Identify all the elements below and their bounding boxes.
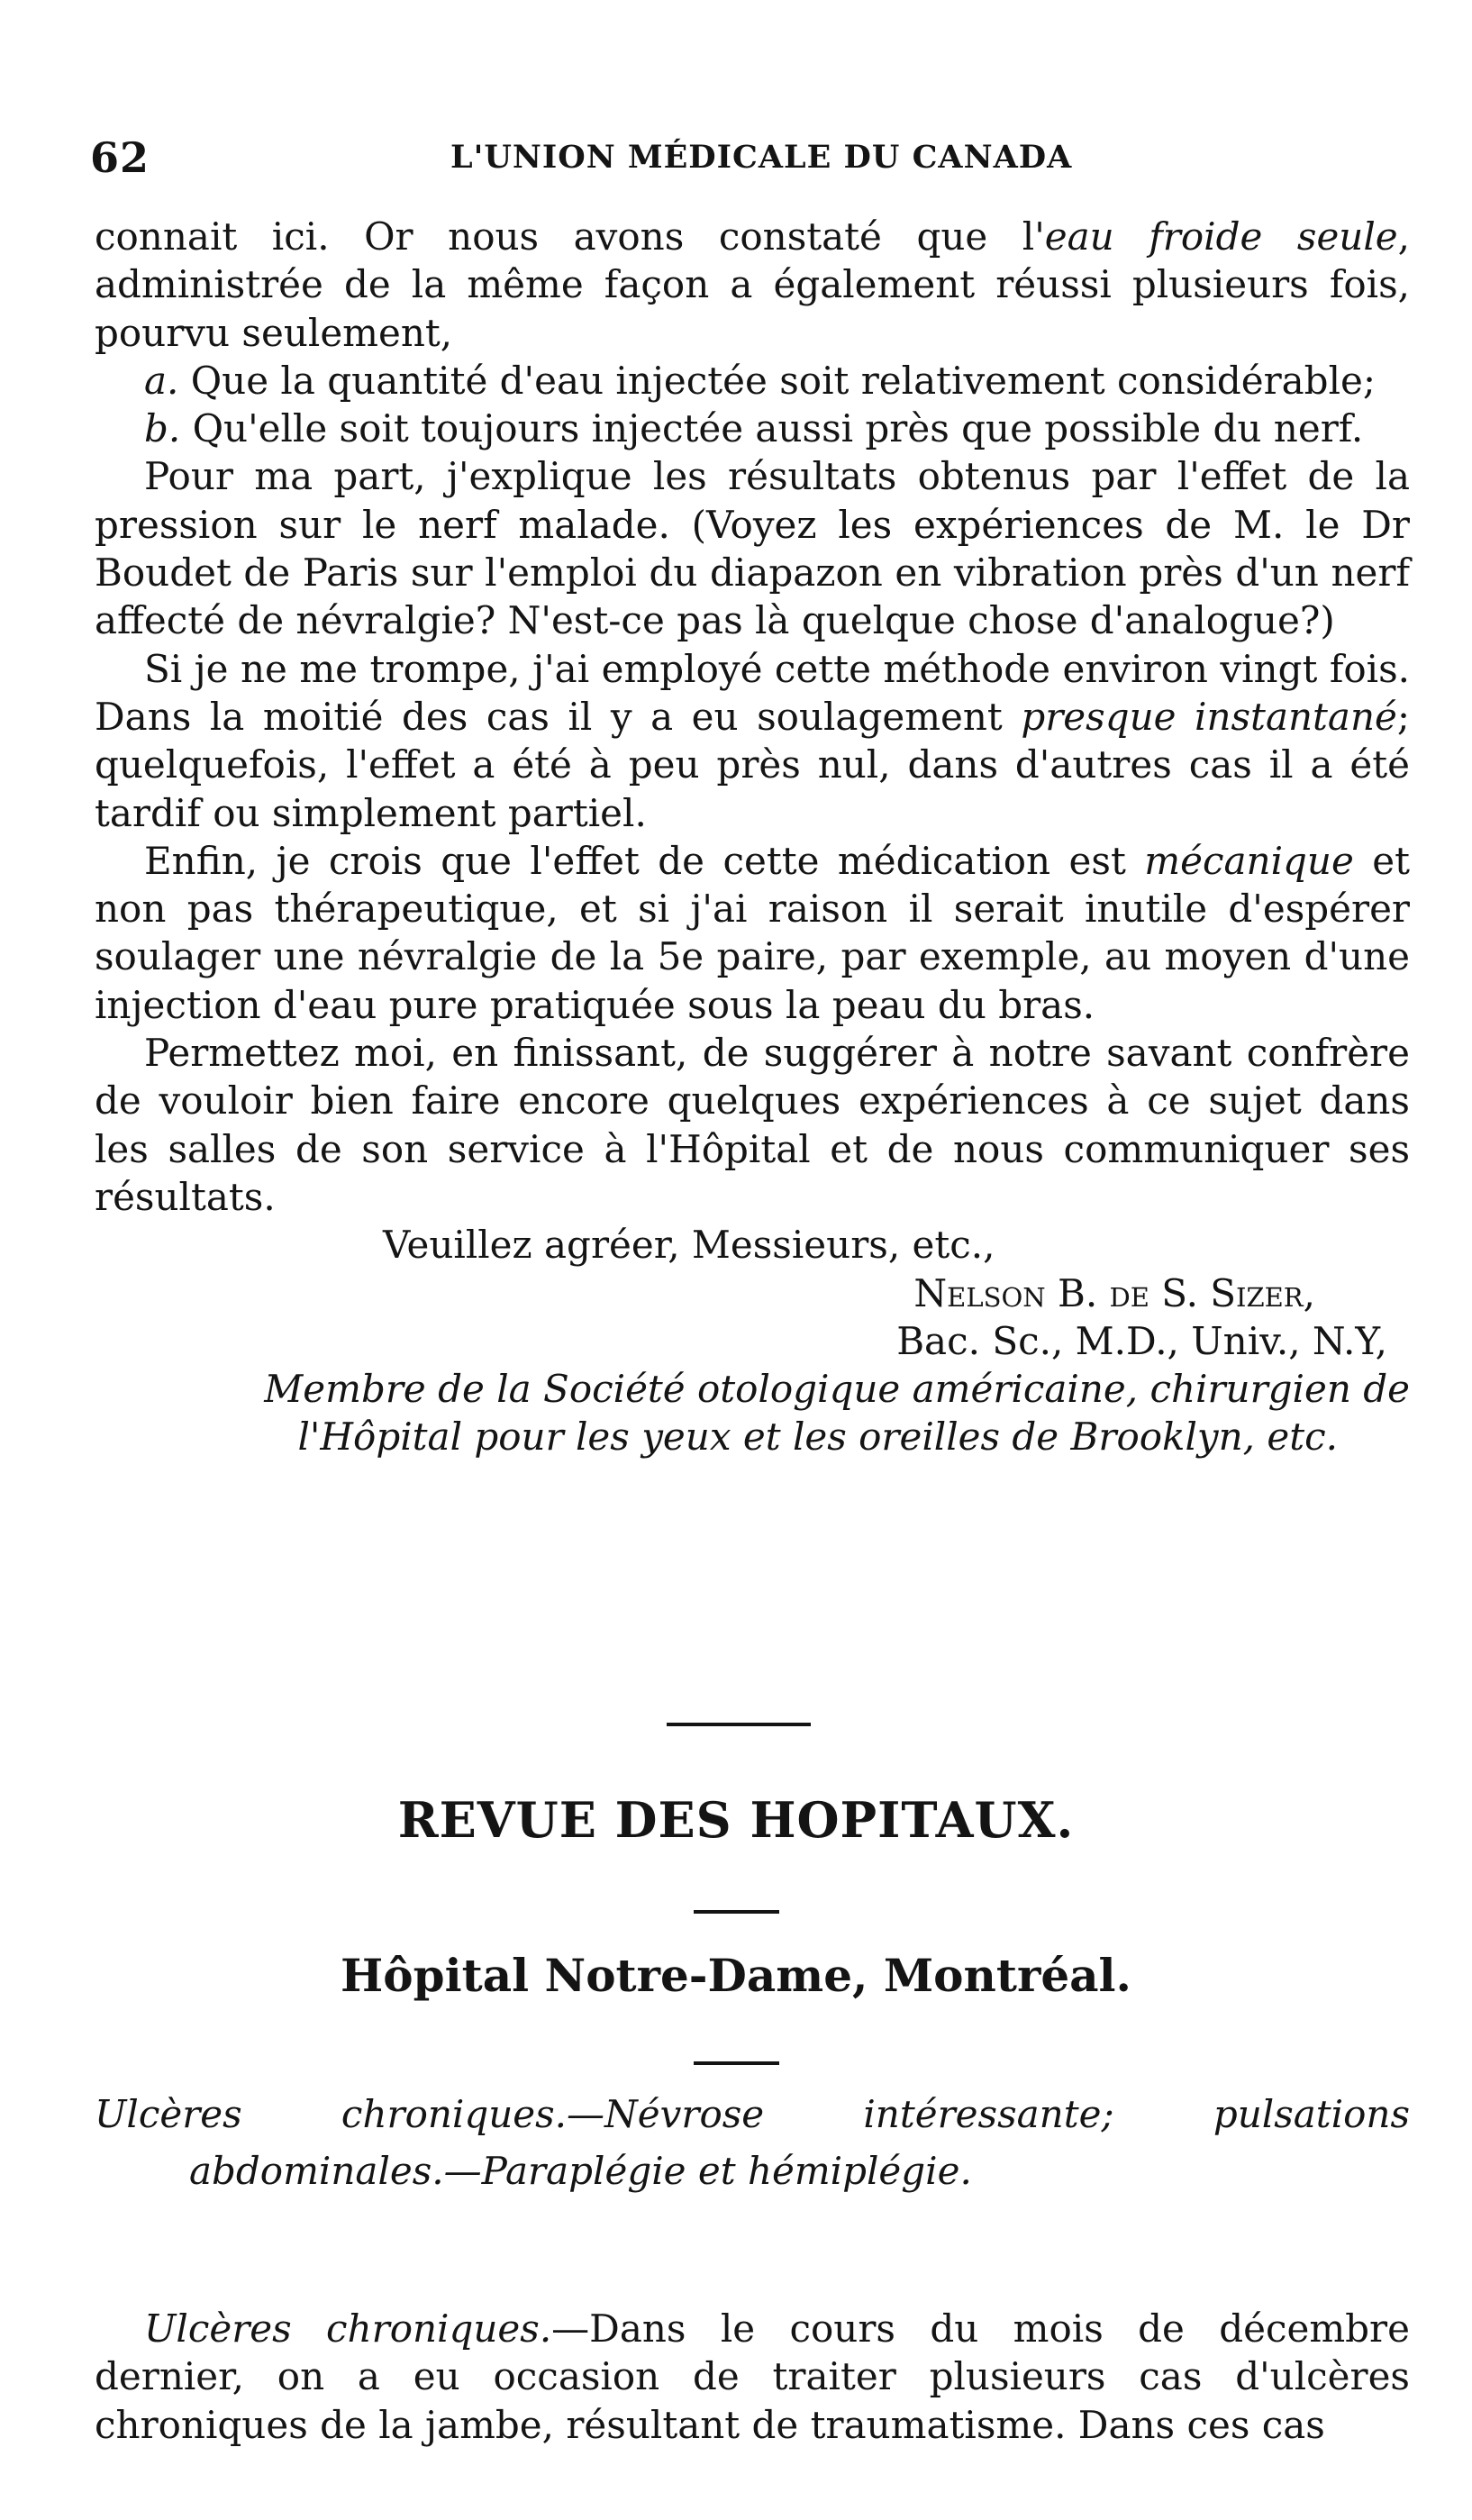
- signature-degrees: Bac. Sc., M.D., Univ., N.Y,: [896, 1318, 1387, 1363]
- paragraph-1: connait ici. Or nous avons constaté que l'eau froide seule, administrée de la même façon a également réussi plusieurs fois, pourvu seulement,: [95, 214, 1410, 355]
- paragraph-4: Enfin, je crois que l'effet de cette médication est mécanique et non pas thérapeutique, et si j'ai raison il serait inutile d'espérer soulager une névralgie de la 5e paire, par exemple, au moyen d'une injection d'eau pure pratiquée sous la peau du bras.: [95, 838, 1411, 1027]
- letter-body: [95, 213, 1410, 1461]
- subsection-title: Hôpital Notre-Dame, Montréal.: [341, 1949, 1131, 2002]
- case-report: [95, 2305, 1410, 2449]
- page-header: [90, 133, 1405, 187]
- divider-rule-1: [667, 1723, 811, 1726]
- paragraph-2: Pour ma part, j'explique les résultats obtenus par l'effet de la pression sur le nerf malade. (Voyez les expériences de M. le Dr Boudet de Paris sur l'emploi du diapazon en vibration près d'un nerf affecté de névralgie? N'est-ce pas là quelque chose d'analogue?): [95, 454, 1410, 643]
- case-report-paragraph: Ulcères chroniques.—Dans le cours du mois de décembre dernier, on a eu occasion de traiter plusieurs cas d'ulcères chroniques de la jambe, résultant de traumatisme. Dans ces cas: [95, 2306, 1410, 2447]
- list-item-a: a. Que la quantité d'eau injectée soit relativement considérable;: [144, 358, 1377, 403]
- case-summary: [95, 2086, 1410, 2199]
- closing-line: Veuillez agréer, Messieurs, etc.,: [383, 1223, 995, 1268]
- divider-rule-2: [694, 1910, 779, 1914]
- running-title: L'UNION MÉDICALE DU CANADA: [450, 139, 1073, 176]
- paragraph-5: Permettez moi, en finissant, de suggérer à notre savant confrère de vouloir bien faire encore quelques expériences à ce sujet dans les salles de son service à l'Hôpital et de nous communiquer ses résultats.: [95, 1031, 1410, 1219]
- signature-affiliation-2: l'Hôpital pour les yeux et les oreilles de Brooklyn, etc.: [297, 1415, 1338, 1460]
- signature-affiliation-1: Membre de la Société otologique américaine, chirurgien de: [264, 1367, 1410, 1412]
- section-title: REVUE DES HOPITAUX.: [397, 1791, 1075, 1849]
- case-summary-text: Ulcères chroniques.—Névrose intéressante; pulsations abdominales.—Paraplégie et hémiplégie.: [95, 2092, 1410, 2193]
- signature-name: Nelson B. de S. Sizer,: [913, 1270, 1315, 1315]
- paragraph-3: Si je ne me trompe, j'ai employé cette méthode environ vingt fois. Dans la moitié des cas il y a eu soulagement presque instantané; quelquefois, l'effet a été à peu près nul, dans d'autres cas il a été tardif ou simplement partiel.: [95, 646, 1411, 835]
- list-item-b: b. Qu'elle soit toujours injectée aussi près que possible du nerf.: [144, 406, 1364, 451]
- divider-rule-3: [694, 2061, 779, 2065]
- page-number: 62: [90, 133, 150, 182]
